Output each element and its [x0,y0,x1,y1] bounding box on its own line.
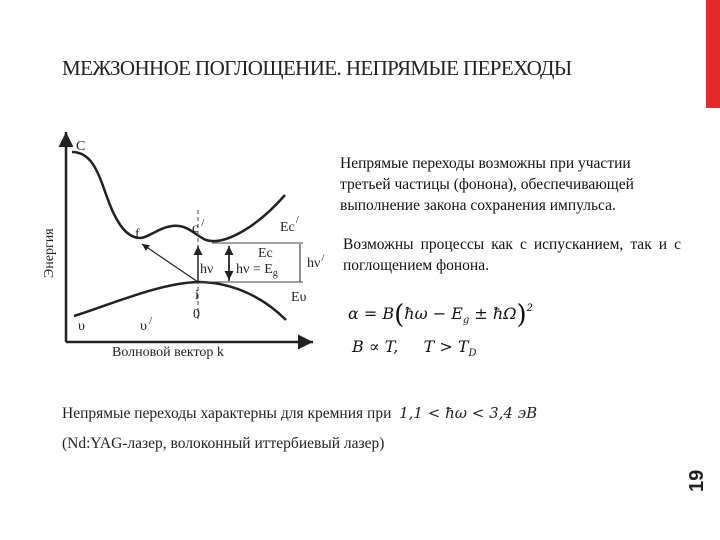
y-axis-label: Энергия [42,228,57,278]
label-c: C [76,139,86,154]
label-c-prime: c / [192,217,205,236]
label-i: i [195,288,199,303]
diagonal-transition [142,244,198,282]
paragraph-indirect-transitions: Непрямые переходы возможны при участии третьей частицы (фонона), обеспечивающей выполнение закона сохранения импульса. [340,155,634,214]
label-hv1: hν [200,262,214,277]
label-ec-prime: Ec/ [280,214,299,235]
label-u: υ [78,319,85,334]
conduction-band-curve [72,152,285,241]
page-title: МЕЖЗОННОЕ ПОГЛОЩЕНИЕ. НЕПРЯМЫЕ ПЕРЕХОДЫ [62,56,572,80]
silicon-note: Непрямые переходы характерны для кремния при 1,1 < ħω < 3,4 эВ [62,404,538,422]
conditions-formula: B ∝ T, $T > T_D$ [352,337,477,359]
label-ev: Eυ [291,290,307,305]
page-number: 19 [686,469,708,492]
x-axis-label: Волновой вектор k [112,345,224,360]
paragraph-phonon-processes: Возможны процессы как с испусканием, так и с поглощением фонона. [343,236,681,274]
laser-note: (Nd:YAG-лазер, волоконный иттербиевый лазер) [62,435,385,452]
energy-range: 1,1 < ħω < 3,4 эВ [399,404,538,422]
label-u-prime: υ / [140,315,152,334]
valence-band-curve [74,282,286,320]
label-hv3: hν/ [307,252,325,271]
absorption-formula: α = B(ħω − $E_g$ ± ħΩ)$^2$ [348,300,533,330]
label-zero: 0 [193,307,200,322]
label-hv2: $h\nu = E_g$ [236,262,278,279]
label-f: f [135,227,140,242]
label-ec: Ec [258,246,273,261]
